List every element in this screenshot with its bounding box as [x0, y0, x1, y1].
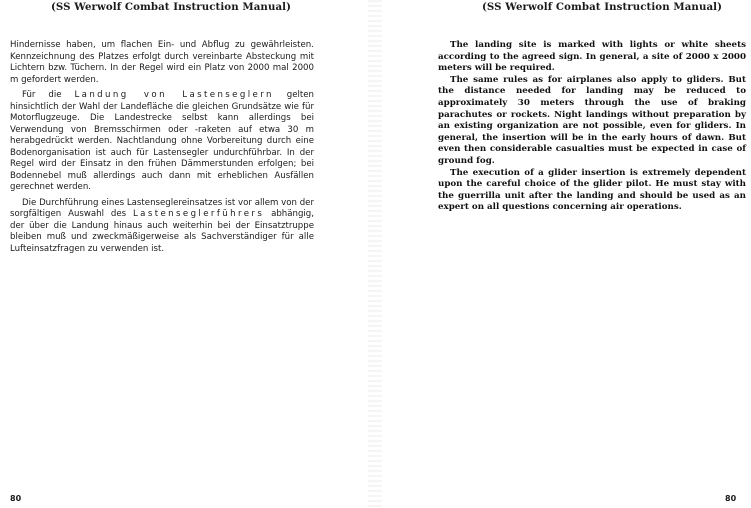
text-run: abhängig, der über die Landung hinaus auch weiterhin bei der Einsatztruppe bleiben muß und zweckmäßigerweise als Sachverständiger für alle Lufteinsatzfragen zu verwenden ist. [10, 209, 314, 254]
left-paragraph [10, 90, 314, 194]
right-paragraph: The same rules as for airplanes also apply to gliders. But the distance needed for landing may be reduced to approximately 30 meters through the use of braking parachutes or rockets. Night landings without preparation by an existing organization are not possible, even for gliders. In general, the insertion will be in the early hours of dawn. But even then considerable casualties must be expected in case of ground fog. [438, 74, 746, 166]
right-paragraph: The landing site is marked with lights or white sheets according to the agreed sign. In general, a site of 2000 x 2000 meters will be required. [438, 40, 746, 74]
left-paragraph [10, 40, 314, 86]
text-run: gelten hinsichtlich der Wahl der Landefläche die gleichen Grundsätze wie für Motorflugzeuge. Die Landestrecke selbst kann allerdings bei Verwendung von Bremsschirmen oder -raketen auf etwa 30 m herabgedrückt werden. Nachtlandung ohne Vorbereitung durch eine Bodenorganisation ist auch für Lastensegler undurchführbar. In der Regel wird der Einsatz in den frühen Dämmerstunden erfolgen; bei Bodennebel muß allerdings auch dann mit erheblichen Ausfällen gerechnet werden. [10, 90, 315, 192]
emphasized-term: Landung von Lastenseglern [74, 90, 274, 100]
right-page-body [438, 40, 746, 214]
text-run: Hindernisse haben, um flachen Ein- und Abflug zu gewährleisten. Kennzeichnung des Platzes erfolgt durch vereinbarte Absteckung mit Lichtern bzw. Tüchern. In der Regel wird ein Platz von 2000 mal 2000 m gefordert werden. [10, 40, 314, 85]
right-paragraph: The execution of a glider insertion is extremely dependent upon the careful choice of the glider pilot. He must stay with the guerrilla unit after the landing and should be used as an expert on all questions concerning air operations. [438, 167, 746, 213]
text-run: Für die [22, 90, 75, 100]
right-page-number: 80 [725, 494, 737, 503]
text-run: Die Durchführung eines Lastenseglereinsatzes ist vor allem von der sorgfältigen Auswahl des [10, 197, 314, 219]
left-page-header: (SS Werwolf Combat Instruction Manual) [51, 1, 292, 13]
left-page-number: 80 [10, 494, 22, 503]
right-page [378, 0, 751, 508]
left-paragraph [10, 198, 314, 256]
right-page-header: (SS Werwolf Combat Instruction Manual) [482, 1, 723, 13]
emphasized-term: Lastenseglerführers [132, 209, 265, 219]
left-page-body [10, 40, 314, 255]
left-page [0, 0, 372, 508]
